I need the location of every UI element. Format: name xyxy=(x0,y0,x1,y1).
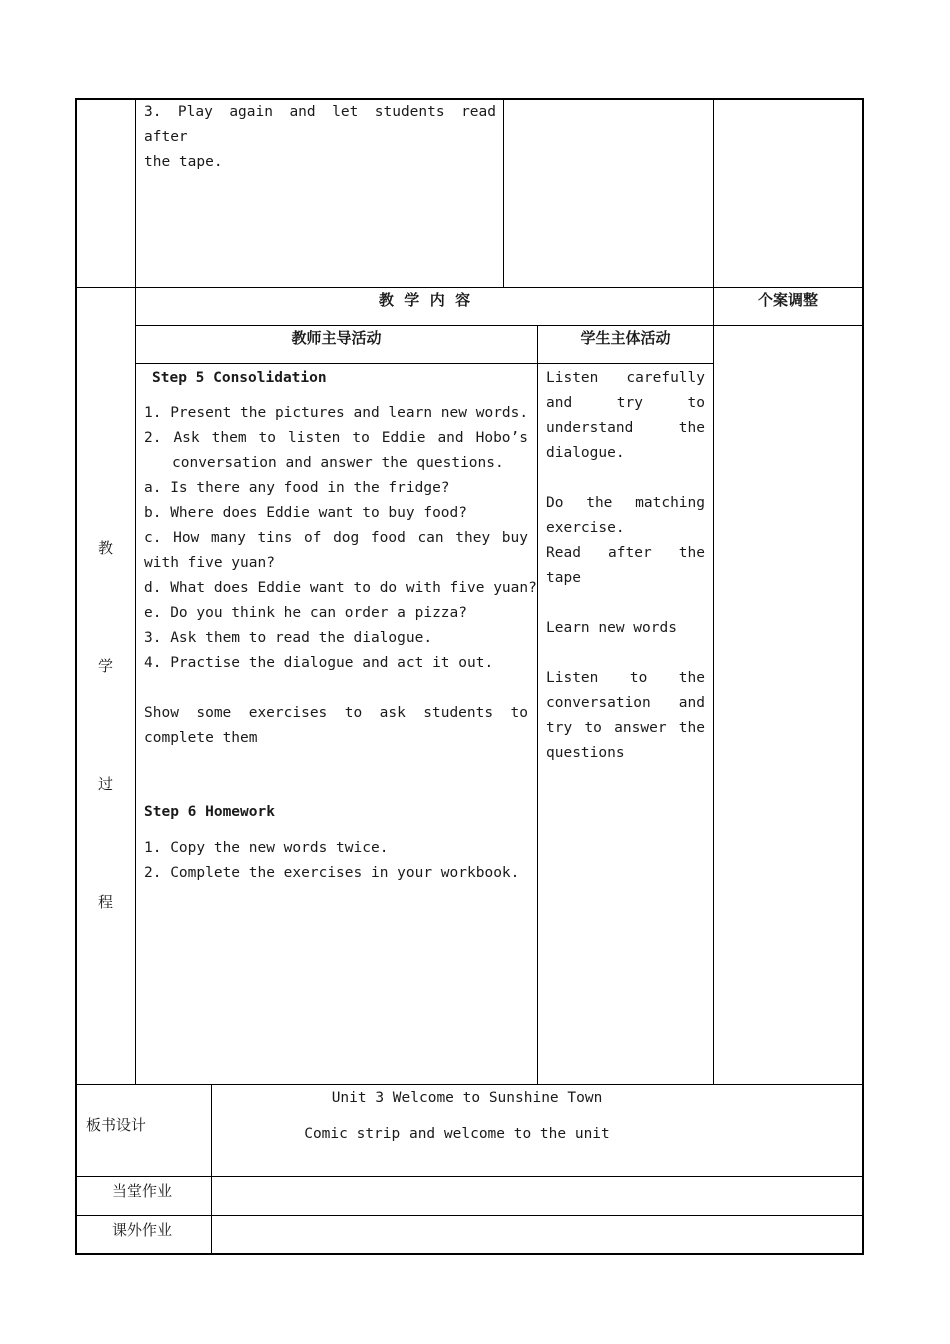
teacher-line: 4. Practise the dialogue and act it out. xyxy=(144,655,494,671)
classwork-label: 当堂作业 xyxy=(112,1182,173,1200)
student-line: exercise. xyxy=(546,520,625,536)
content-header: 教 学 内 容 xyxy=(378,291,471,309)
teacher-line: with five yuan? xyxy=(144,555,275,571)
student-line: questions xyxy=(546,745,625,761)
homework-label: 课外作业 xyxy=(112,1221,173,1239)
grid-line xyxy=(76,1176,863,1177)
board-design-label: 板书设计 xyxy=(86,1116,147,1134)
adjust-header: 个案调整 xyxy=(757,291,818,309)
step5-title: Step 5 Consolidation xyxy=(152,370,327,386)
student-line: dialogue. xyxy=(546,445,625,461)
student-header: 学生主体活动 xyxy=(580,329,671,347)
teacher-line: 2. Ask them to listen to Eddie and Hobo’s xyxy=(144,430,528,446)
student-line: and try to xyxy=(546,395,705,411)
table-border-left xyxy=(75,98,77,1255)
table-border-bottom xyxy=(75,1253,864,1255)
show-exercises-line-2: complete them xyxy=(144,730,258,746)
teacher-line: c. How many tins of dog food can they buy xyxy=(144,530,528,546)
show-exercises-line-1: Show some exercises to ask students to xyxy=(144,705,528,721)
teacher-header: 教师主导活动 xyxy=(291,329,382,347)
section-label-char-2: 学 xyxy=(98,657,114,675)
student-line: Learn new words xyxy=(546,620,677,636)
teacher-line: conversation and answer the questions. xyxy=(172,455,504,471)
grid-line xyxy=(135,98,136,1084)
student-line: understand the xyxy=(546,420,705,436)
student-line: try to answer the xyxy=(546,720,705,736)
student-line: Do the matching xyxy=(546,495,705,511)
teacher-line: d. What does Eddie want to do with five yuan? xyxy=(144,580,537,596)
board-line-2: Comic strip and welcome to the unit xyxy=(304,1126,610,1142)
grid-line xyxy=(76,1215,863,1216)
top-line-2: the tape. xyxy=(144,154,223,170)
teacher-line: b. Where does Eddie want to buy food? xyxy=(144,505,468,521)
grid-line xyxy=(76,1084,863,1085)
teacher-line: e. Do you think he can order a pizza? xyxy=(144,605,468,621)
section-label-char-4: 程 xyxy=(98,893,114,911)
grid-line xyxy=(537,325,538,1084)
student-line: Read after the xyxy=(546,545,705,561)
student-line: conversation and xyxy=(546,695,705,711)
grid-line xyxy=(713,98,714,1084)
homework-line-2: 2. Complete the exercises in your workbook. xyxy=(144,865,520,881)
teacher-line: 3. Ask them to read the dialogue. xyxy=(144,630,433,646)
section-label-char-3: 过 xyxy=(98,775,114,793)
teacher-line: 1. Present the pictures and learn new words. xyxy=(144,405,529,421)
student-line: Listen to the xyxy=(546,670,705,686)
student-line: tape xyxy=(546,570,581,586)
section-label-char-1: 教 xyxy=(98,539,114,557)
grid-line xyxy=(503,98,504,287)
top-line-1: 3. Play again and let students read after xyxy=(144,104,496,145)
top-teacher-text xyxy=(144,100,496,175)
grid-line xyxy=(135,363,713,364)
step6-title: Step 6 Homework xyxy=(144,804,275,820)
board-line-1: Unit 3 Welcome to Sunshine Town xyxy=(331,1090,603,1106)
homework-line-1: 1. Copy the new words twice. xyxy=(144,840,389,856)
student-line: Listen carefully xyxy=(546,370,705,386)
table-border-right xyxy=(862,98,864,1255)
teacher-line: a. Is there any food in the fridge? xyxy=(144,480,450,496)
